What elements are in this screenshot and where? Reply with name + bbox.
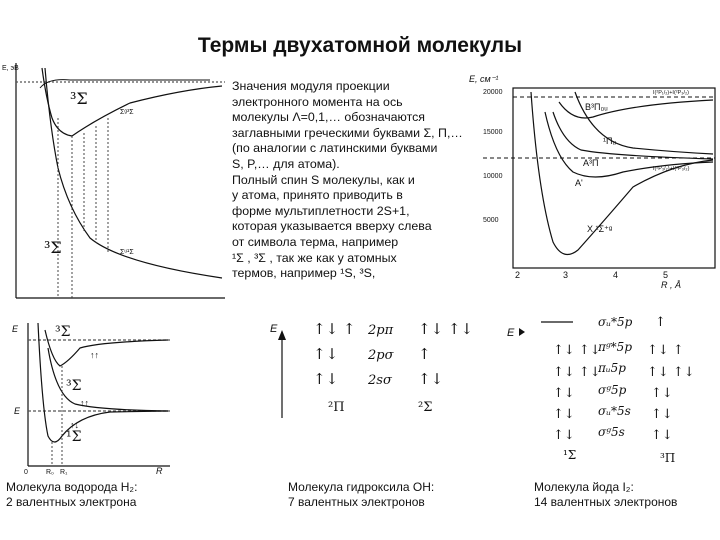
spin-arrows: ↑↓ ↑↓ (553, 365, 601, 380)
axis-label-y: E (14, 406, 21, 416)
a-prime-curve (553, 112, 713, 159)
caption-line: 14 валентных электронов (534, 495, 678, 509)
orbital-label: σᵤ*5p (598, 315, 633, 329)
state-label: A³Π (583, 158, 599, 168)
spin-arrows: ↑↓ ↑ (647, 343, 684, 358)
axis-label: E (270, 323, 278, 335)
description-line: которая указывается вверху слева (232, 219, 432, 234)
spin-arrows: ↑↓ (651, 407, 673, 422)
spin-arrows: ↑↑ (80, 398, 89, 408)
caption-line: 2 валентных электрона (6, 495, 137, 509)
curve-label: Σᵍ³Σ (120, 109, 134, 116)
spin-arrows: ↑↑ (90, 350, 99, 360)
spin-arrows: ↑↓ ↑ (313, 320, 356, 338)
description-line: от символа терма, например (232, 234, 399, 249)
caption-line: Молекула водорода H₂: (6, 480, 138, 494)
term-label: ²Σ (418, 400, 433, 415)
y-tick: 15000 (483, 129, 503, 136)
term-label: ³Σ (44, 238, 62, 257)
spin-arrows: ↑↓ ↑↓ (553, 343, 601, 358)
spin-arrows: ↑↓ (651, 386, 673, 401)
state-label: A' (575, 178, 583, 188)
term-label: ³Σ (55, 324, 71, 340)
spin-arrows: ↑ (655, 315, 666, 330)
state-label: ¹Πᵤ (603, 136, 616, 146)
ground-curve (531, 92, 713, 255)
spin-arrows: ↑ (418, 345, 431, 363)
axis-label-x: R , Å (661, 280, 682, 290)
spin-arrows: ↑↓ (553, 386, 575, 401)
description-line: (по аналогии с латинскими буквами (232, 141, 438, 156)
orbital-label: σᵤ*5s (598, 404, 631, 418)
orbital-label: πᵤ5p (598, 361, 626, 375)
axis-label-y: E, эВ (2, 65, 19, 72)
term-label: ¹Σ (563, 448, 577, 462)
x-tick: R₀ (46, 469, 54, 476)
description-line: у атома, принято приводить в (232, 188, 403, 203)
description-line: S, P,… для атома). (232, 156, 340, 171)
figure-top-left (0, 58, 230, 303)
caption-line: Молекула йода I₂: (534, 480, 634, 494)
orbital-label: πᵍ*5p (598, 340, 633, 354)
orbital-label: σᵍ5s (598, 425, 625, 439)
figure-h2 (0, 318, 175, 476)
spin-arrows: ↑↓ (651, 428, 673, 443)
orbital-label: 2sσ (368, 373, 392, 388)
upper-curve (42, 68, 222, 136)
term-label: ¹Σ (66, 429, 82, 445)
axis-arrow (278, 330, 286, 340)
caption-h2 (6, 480, 137, 510)
asymptote-label: I(²P₃/₂)+I(²P₃/₂) (653, 166, 690, 172)
spin-arrows: ↑↓ ↑↓ (647, 365, 695, 380)
description-line: термов, например ¹S, ³S, (232, 266, 376, 281)
description-line: Полный спин S молекулы, как и (232, 172, 415, 187)
y-tick: 10000 (483, 173, 503, 180)
axis-label: E (507, 327, 515, 339)
caption-i2 (534, 480, 677, 510)
term-label: ³Σ (66, 378, 82, 394)
figure-top-right (463, 72, 720, 292)
x-tick: 3 (563, 270, 569, 280)
spin-arrows: ↑↓ (418, 370, 444, 388)
axis-arrow (519, 328, 525, 336)
description-line: Значения модуля проекции (232, 79, 390, 93)
state-label: X ¹Σ⁺ᵍ (587, 224, 613, 234)
description-line: ¹Σ , ³Σ , так же как у атомных (232, 250, 397, 265)
spin-arrows: ↑↓ (553, 407, 575, 422)
spin-arrows: ↑↓ (70, 420, 79, 430)
term-label: ²Π (328, 400, 345, 415)
term-label: ³Π (660, 451, 676, 465)
caption-line: 7 валентных электронов (288, 495, 425, 509)
description-line: электронного момента на ось (232, 94, 403, 109)
description-line: заглавными греческими буквами Σ, Π,… (232, 125, 463, 140)
figure-i2 (505, 314, 720, 466)
axis-label-x: R (156, 466, 163, 476)
spin-arrows: ↑↓ (313, 370, 339, 388)
figure-oh (268, 318, 474, 423)
caption-oh (288, 480, 434, 510)
description-text (232, 79, 482, 282)
orbital-label: 2pπ (368, 323, 394, 338)
x-tick: 0 (24, 469, 28, 476)
axis-label-y: E (12, 324, 19, 334)
x-tick: 4 (613, 270, 619, 280)
state-label: B³Π₀ᵤ (585, 102, 608, 112)
axis-label-y: E, см⁻¹ (469, 74, 499, 84)
spin-arrows: ↑↓ ↑↓ (418, 320, 474, 338)
spin-arrows: ↑↓ (553, 428, 575, 443)
asymptote-label: I(²P₁/₂)+I(²P₃/₂) (653, 90, 690, 96)
term-label: ³Σ (70, 89, 88, 108)
top-curve (40, 80, 210, 88)
description-line: форме мультиплетности 2S+1, (232, 203, 410, 218)
plot-frame (513, 88, 715, 268)
caption-line: Молекула гидроксила OH: (288, 480, 435, 494)
y-tick: 20000 (483, 89, 503, 96)
orbital-label: σᵍ5p (598, 383, 627, 397)
x-tick: 5 (663, 270, 669, 280)
page-title: Термы двухатомной молекулы (197, 34, 523, 57)
spin-arrows: ↑↓ (313, 345, 339, 363)
x-tick: 2 (515, 270, 521, 280)
y-tick: 5000 (483, 217, 499, 224)
curve-label: Σᵘ¹Σ (120, 249, 134, 256)
description-line: молекулы Λ=0,1,… обозначаются (232, 110, 426, 125)
orbital-label: 2pσ (368, 348, 394, 363)
x-tick: R₁ (60, 469, 68, 476)
